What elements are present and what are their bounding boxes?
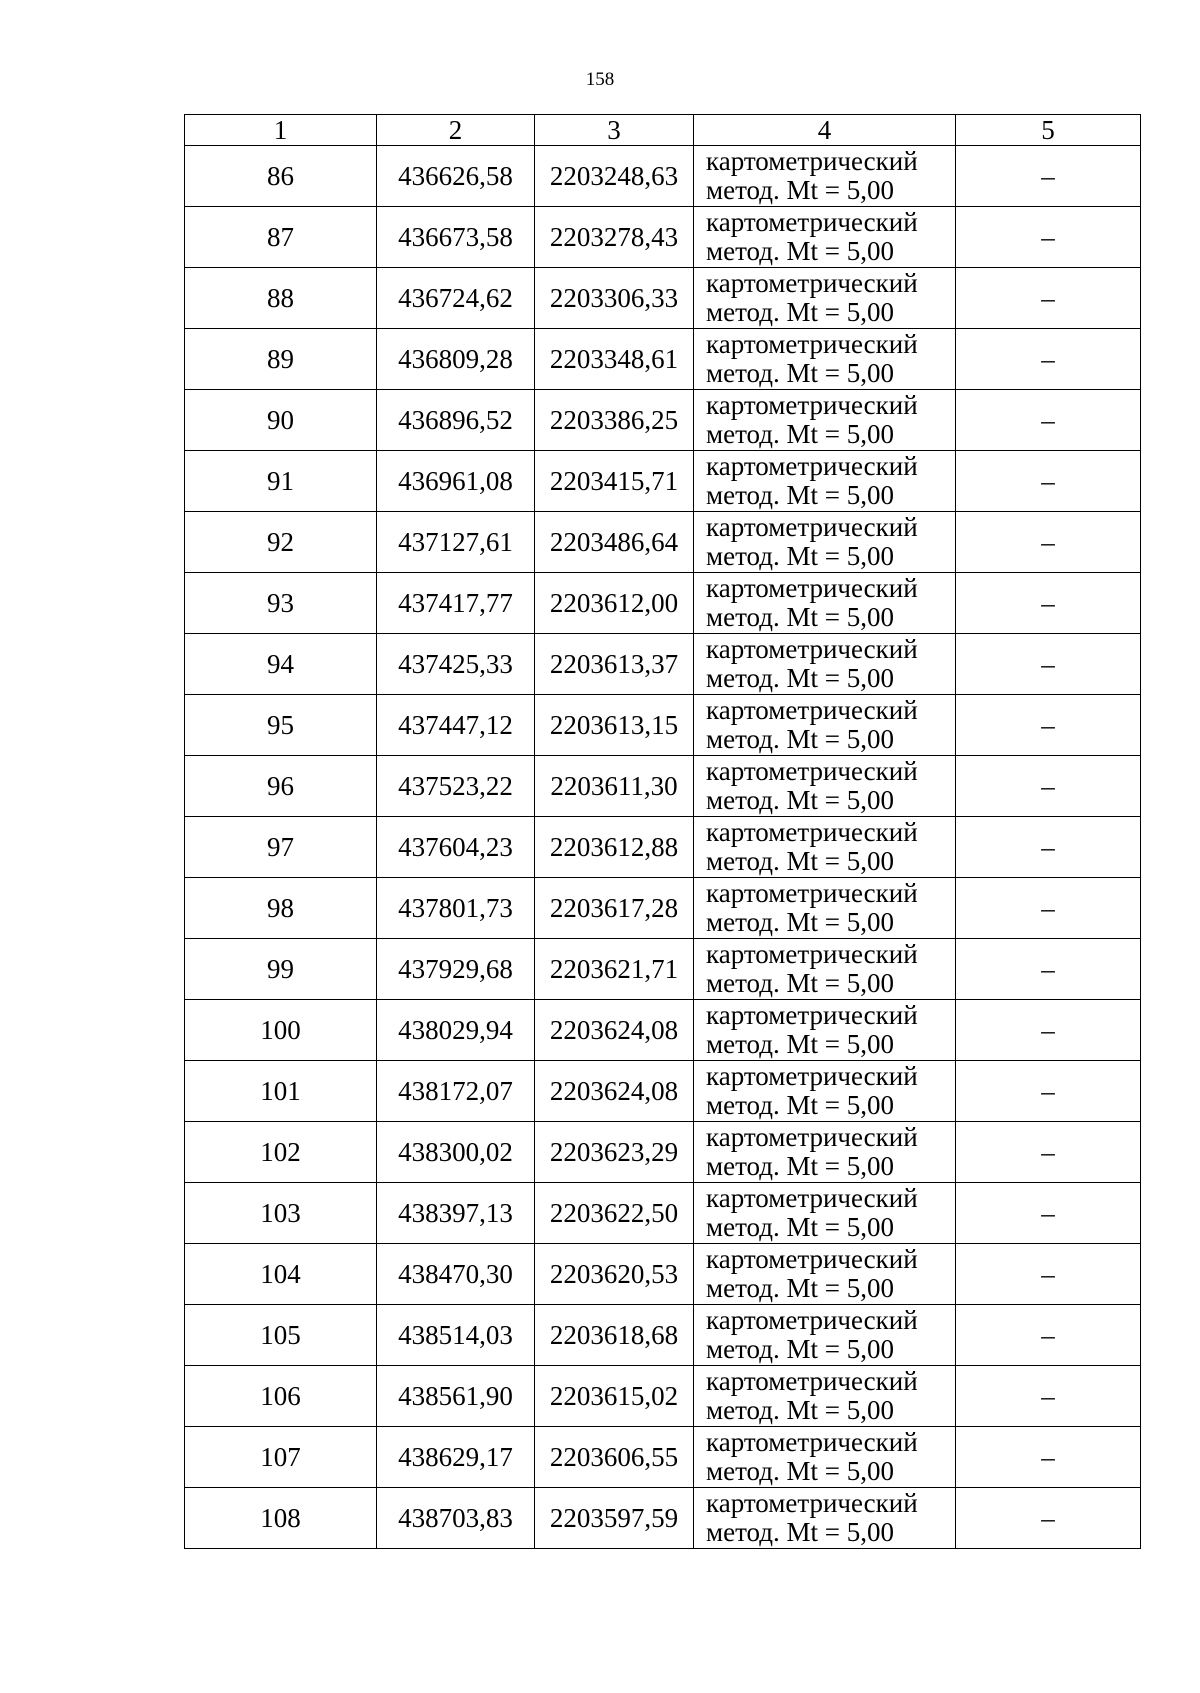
table-row — [185, 146, 1141, 207]
table-row — [185, 878, 1141, 939]
method-cell — [694, 1183, 956, 1244]
point-number-cell: 89 — [185, 329, 377, 390]
method-accuracy: метод. Mt = 5,00 — [706, 419, 894, 449]
x-coordinate-cell: 437417,77 — [377, 573, 535, 634]
method-accuracy: метод. Mt = 5,00 — [706, 1517, 894, 1547]
y-coordinate-cell: 2203597,59 — [535, 1488, 694, 1549]
method-name: картометрический — [706, 1366, 918, 1396]
method-name: картометрический — [706, 329, 918, 359]
x-coordinate-cell: 437929,68 — [377, 939, 535, 1000]
table-row — [185, 939, 1141, 1000]
method-accuracy: метод. Mt = 5,00 — [706, 785, 894, 815]
column-5-cell: – — [956, 634, 1141, 695]
table-row — [185, 817, 1141, 878]
x-coordinate-cell: 437801,73 — [377, 878, 535, 939]
method-accuracy: метод. Mt = 5,00 — [706, 1334, 894, 1364]
method-cell — [694, 1488, 956, 1549]
method-accuracy: метод. Mt = 5,00 — [706, 846, 894, 876]
method-name: картометрический — [706, 573, 918, 603]
x-coordinate-cell: 438703,83 — [377, 1488, 535, 1549]
method-accuracy: метод. Mt = 5,00 — [706, 297, 894, 327]
y-coordinate-cell: 2203618,68 — [535, 1305, 694, 1366]
column-5-cell: – — [956, 695, 1141, 756]
method-cell — [694, 1305, 956, 1366]
point-number-cell: 96 — [185, 756, 377, 817]
method-cell — [694, 756, 956, 817]
method-cell — [694, 146, 956, 207]
y-coordinate-cell: 2203278,43 — [535, 207, 694, 268]
table-row — [185, 695, 1141, 756]
table-row — [185, 512, 1141, 573]
header-row — [185, 115, 1141, 146]
table-header — [185, 115, 1141, 146]
point-number-cell: 103 — [185, 1183, 377, 1244]
method-name: картометрический — [706, 1427, 918, 1457]
coordinates-table — [184, 114, 1141, 1549]
header-col-3: 3 — [535, 115, 694, 146]
y-coordinate-cell: 2203612,88 — [535, 817, 694, 878]
y-coordinate-cell: 2203248,63 — [535, 146, 694, 207]
column-5-cell: – — [956, 756, 1141, 817]
table-row — [185, 207, 1141, 268]
y-coordinate-cell: 2203623,29 — [535, 1122, 694, 1183]
table-row — [185, 634, 1141, 695]
method-accuracy: метод. Mt = 5,00 — [706, 1090, 894, 1120]
table-row — [185, 756, 1141, 817]
method-accuracy: метод. Mt = 5,00 — [706, 1029, 894, 1059]
column-5-cell: – — [956, 1305, 1141, 1366]
column-5-cell: – — [956, 1183, 1141, 1244]
table-body — [185, 146, 1141, 1549]
column-5-cell: – — [956, 939, 1141, 1000]
table-row — [185, 1122, 1141, 1183]
method-name: картометрический — [706, 1183, 918, 1213]
x-coordinate-cell: 437447,12 — [377, 695, 535, 756]
table-row — [185, 1427, 1141, 1488]
y-coordinate-cell: 2203348,61 — [535, 329, 694, 390]
y-coordinate-cell: 2203606,55 — [535, 1427, 694, 1488]
column-5-cell: – — [956, 451, 1141, 512]
column-5-cell: – — [956, 329, 1141, 390]
point-number-cell: 100 — [185, 1000, 377, 1061]
method-cell — [694, 573, 956, 634]
method-accuracy: метод. Mt = 5,00 — [706, 480, 894, 510]
column-5-cell: – — [956, 573, 1141, 634]
method-accuracy: метод. Mt = 5,00 — [706, 602, 894, 632]
point-number-cell: 90 — [185, 390, 377, 451]
table-row — [185, 1183, 1141, 1244]
x-coordinate-cell: 436626,58 — [377, 146, 535, 207]
column-5-cell: – — [956, 207, 1141, 268]
method-cell — [694, 512, 956, 573]
method-accuracy: метод. Mt = 5,00 — [706, 724, 894, 754]
y-coordinate-cell: 2203613,15 — [535, 695, 694, 756]
method-name: картометрический — [706, 939, 918, 969]
y-coordinate-cell: 2203613,37 — [535, 634, 694, 695]
x-coordinate-cell: 438172,07 — [377, 1061, 535, 1122]
method-cell — [694, 329, 956, 390]
point-number-cell: 107 — [185, 1427, 377, 1488]
method-cell — [694, 451, 956, 512]
method-name: картометрический — [706, 817, 918, 847]
method-name: картометрический — [706, 268, 918, 298]
point-number-cell: 98 — [185, 878, 377, 939]
table-row — [185, 1244, 1141, 1305]
y-coordinate-cell: 2203617,28 — [535, 878, 694, 939]
method-name: картометрический — [706, 1122, 918, 1152]
header-col-1: 1 — [185, 115, 377, 146]
method-cell — [694, 695, 956, 756]
method-name: картометрический — [706, 1244, 918, 1274]
method-name: картометрический — [706, 207, 918, 237]
x-coordinate-cell: 437425,33 — [377, 634, 535, 695]
column-5-cell: – — [956, 1244, 1141, 1305]
y-coordinate-cell: 2203622,50 — [535, 1183, 694, 1244]
table-row — [185, 573, 1141, 634]
method-cell — [694, 1366, 956, 1427]
point-number-cell: 102 — [185, 1122, 377, 1183]
method-cell — [694, 390, 956, 451]
method-name: картометрический — [706, 1305, 918, 1335]
x-coordinate-cell: 438514,03 — [377, 1305, 535, 1366]
column-5-cell: – — [956, 817, 1141, 878]
column-5-cell: – — [956, 878, 1141, 939]
method-cell — [694, 1061, 956, 1122]
y-coordinate-cell: 2203415,71 — [535, 451, 694, 512]
table-row — [185, 1366, 1141, 1427]
point-number-cell: 92 — [185, 512, 377, 573]
header-col-5: 5 — [956, 115, 1141, 146]
method-name: картометрический — [706, 451, 918, 481]
column-5-cell: – — [956, 1000, 1141, 1061]
table-row — [185, 1061, 1141, 1122]
method-accuracy: метод. Mt = 5,00 — [706, 1456, 894, 1486]
method-cell — [694, 878, 956, 939]
column-5-cell: – — [956, 268, 1141, 329]
column-5-cell: – — [956, 1122, 1141, 1183]
x-coordinate-cell: 437127,61 — [377, 512, 535, 573]
method-accuracy: метод. Mt = 5,00 — [706, 1395, 894, 1425]
method-cell — [694, 634, 956, 695]
x-coordinate-cell: 437523,22 — [377, 756, 535, 817]
y-coordinate-cell: 2203306,33 — [535, 268, 694, 329]
method-name: картометрический — [706, 1488, 918, 1518]
table-row — [185, 268, 1141, 329]
header-col-4: 4 — [694, 115, 956, 146]
method-name: картометрический — [706, 1061, 918, 1091]
x-coordinate-cell: 437604,23 — [377, 817, 535, 878]
method-name: картометрический — [706, 512, 918, 542]
column-5-cell: – — [956, 512, 1141, 573]
x-coordinate-cell: 438397,13 — [377, 1183, 535, 1244]
header-col-2: 2 — [377, 115, 535, 146]
x-coordinate-cell: 436961,08 — [377, 451, 535, 512]
method-name: картометрический — [706, 1000, 918, 1030]
point-number-cell: 106 — [185, 1366, 377, 1427]
method-accuracy: метод. Mt = 5,00 — [706, 175, 894, 205]
point-number-cell: 91 — [185, 451, 377, 512]
point-number-cell: 88 — [185, 268, 377, 329]
y-coordinate-cell: 2203611,30 — [535, 756, 694, 817]
point-number-cell: 95 — [185, 695, 377, 756]
x-coordinate-cell: 436673,58 — [377, 207, 535, 268]
method-name: картометрический — [706, 695, 918, 725]
point-number-cell: 97 — [185, 817, 377, 878]
method-name: картометрический — [706, 756, 918, 786]
method-accuracy: метод. Mt = 5,00 — [706, 968, 894, 998]
table-row — [185, 329, 1141, 390]
method-accuracy: метод. Mt = 5,00 — [706, 663, 894, 693]
x-coordinate-cell: 438470,30 — [377, 1244, 535, 1305]
x-coordinate-cell: 438300,02 — [377, 1122, 535, 1183]
method-accuracy: метод. Mt = 5,00 — [706, 541, 894, 571]
y-coordinate-cell: 2203624,08 — [535, 1000, 694, 1061]
point-number-cell: 87 — [185, 207, 377, 268]
page-number: 158 — [585, 69, 615, 90]
x-coordinate-cell: 438561,90 — [377, 1366, 535, 1427]
x-coordinate-cell: 436896,52 — [377, 390, 535, 451]
point-number-cell: 86 — [185, 146, 377, 207]
method-accuracy: метод. Mt = 5,00 — [706, 907, 894, 937]
method-name: картометрический — [706, 634, 918, 664]
method-cell — [694, 207, 956, 268]
method-cell — [694, 268, 956, 329]
point-number-cell: 104 — [185, 1244, 377, 1305]
point-number-cell: 93 — [185, 573, 377, 634]
y-coordinate-cell: 2203620,53 — [535, 1244, 694, 1305]
method-cell — [694, 1427, 956, 1488]
y-coordinate-cell: 2203621,71 — [535, 939, 694, 1000]
x-coordinate-cell: 438629,17 — [377, 1427, 535, 1488]
point-number-cell: 94 — [185, 634, 377, 695]
x-coordinate-cell: 436724,62 — [377, 268, 535, 329]
method-cell — [694, 1122, 956, 1183]
column-5-cell: – — [956, 1488, 1141, 1549]
point-number-cell: 108 — [185, 1488, 377, 1549]
x-coordinate-cell: 436809,28 — [377, 329, 535, 390]
method-cell — [694, 939, 956, 1000]
method-accuracy: метод. Mt = 5,00 — [706, 358, 894, 388]
table-row — [185, 1488, 1141, 1549]
y-coordinate-cell: 2203612,00 — [535, 573, 694, 634]
method-cell — [694, 1000, 956, 1061]
method-cell — [694, 817, 956, 878]
table-row — [185, 390, 1141, 451]
method-name: картометрический — [706, 390, 918, 420]
method-accuracy: метод. Mt = 5,00 — [706, 1151, 894, 1181]
method-accuracy: метод. Mt = 5,00 — [706, 1273, 894, 1303]
point-number-cell: 105 — [185, 1305, 377, 1366]
y-coordinate-cell: 2203624,08 — [535, 1061, 694, 1122]
y-coordinate-cell: 2203615,02 — [535, 1366, 694, 1427]
method-accuracy: метод. Mt = 5,00 — [706, 1212, 894, 1242]
method-accuracy: метод. Mt = 5,00 — [706, 236, 894, 266]
table-row — [185, 1000, 1141, 1061]
method-name: картометрический — [706, 146, 918, 176]
point-number-cell: 99 — [185, 939, 377, 1000]
method-cell — [694, 1244, 956, 1305]
point-number-cell: 101 — [185, 1061, 377, 1122]
column-5-cell: – — [956, 1061, 1141, 1122]
y-coordinate-cell: 2203486,64 — [535, 512, 694, 573]
column-5-cell: – — [956, 146, 1141, 207]
method-name: картометрический — [706, 878, 918, 908]
y-coordinate-cell: 2203386,25 — [535, 390, 694, 451]
x-coordinate-cell: 438029,94 — [377, 1000, 535, 1061]
table-row — [185, 1305, 1141, 1366]
table-row — [185, 451, 1141, 512]
column-5-cell: – — [956, 1427, 1141, 1488]
column-5-cell: – — [956, 1366, 1141, 1427]
column-5-cell: – — [956, 390, 1141, 451]
